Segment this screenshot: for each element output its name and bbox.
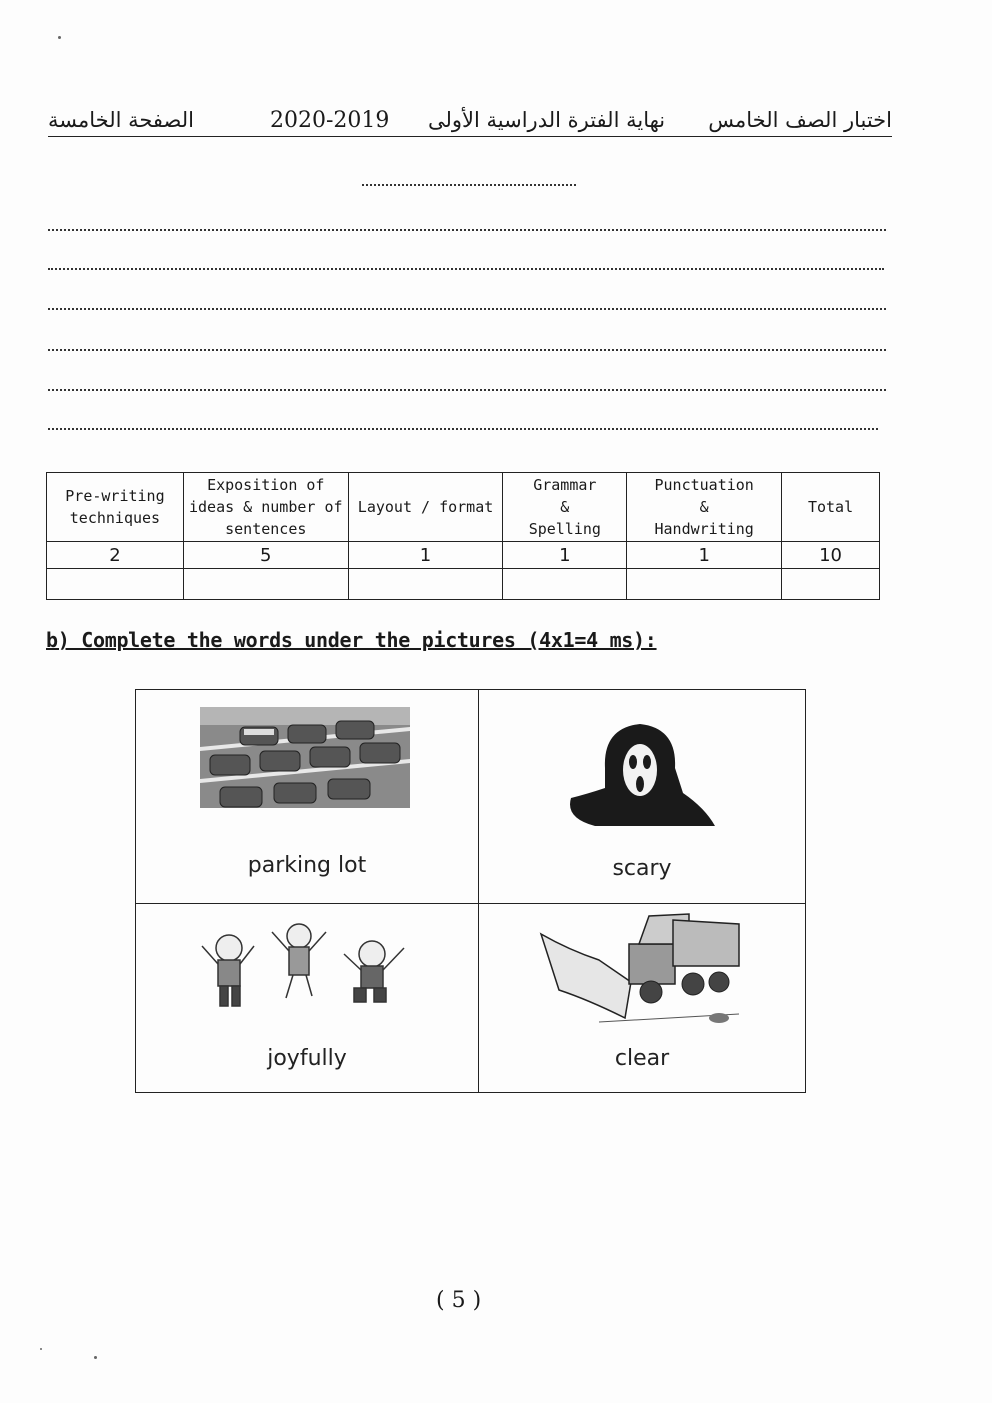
writing-line[interactable]	[48, 268, 884, 270]
rubric-marks-row	[47, 542, 880, 569]
term-title: نهاية الفترة الدراسية الأولى	[428, 108, 666, 132]
picture-word: scary	[612, 856, 672, 881]
score-cell[interactable]	[183, 569, 348, 600]
essay-title-line[interactable]	[362, 170, 576, 186]
jumping-children-picture	[194, 918, 414, 1018]
snow-plow-picture	[539, 910, 749, 1030]
page-label: الصفحة الخامسة	[48, 108, 194, 132]
picture-word: clear	[614, 1046, 670, 1071]
score-cell[interactable]	[782, 569, 880, 600]
page-number: ( 5 )	[436, 1288, 482, 1313]
rubric-score-row	[47, 569, 880, 600]
scan-speck	[40, 1348, 42, 1350]
writing-line[interactable]	[48, 308, 886, 310]
picture-cell-scary	[479, 690, 805, 904]
scan-speck	[94, 1356, 97, 1359]
score-cell[interactable]	[503, 569, 627, 600]
rubric-mark: 5	[183, 542, 348, 569]
score-cell[interactable]	[627, 569, 782, 600]
section-b-instruction: b) Complete the words under the pictures (4x1=4 ms):	[46, 628, 657, 652]
rubric-mark: 2	[47, 542, 184, 569]
ghost-mask-picture	[565, 718, 715, 828]
rubric-header-grammar: Grammar & Spelling	[503, 473, 627, 542]
writing-rubric-table	[46, 472, 880, 600]
rubric-header-punctuation: Punctuation & Handwriting	[627, 473, 782, 542]
rubric-header-total: Total	[782, 473, 880, 542]
picture-grid	[135, 689, 806, 1093]
picture-cell-clear	[479, 904, 805, 1092]
rubric-mark: 10	[782, 542, 880, 569]
page-header	[48, 106, 892, 137]
rubric-header-exposition: Exposition of ideas & number of sentences	[183, 473, 348, 542]
school-year: 2020-2019	[270, 108, 390, 133]
picture-word: joyfully	[267, 1046, 347, 1071]
parking-lot-picture	[200, 707, 410, 808]
picture-word: parking lot	[247, 853, 367, 878]
score-cell[interactable]	[47, 569, 184, 600]
score-cell[interactable]	[348, 569, 503, 600]
scan-speck	[58, 36, 61, 39]
rubric-header-prewriting: Pre-writing techniques	[47, 473, 184, 542]
picture-cell-parking-lot	[136, 690, 479, 904]
writing-line[interactable]	[48, 349, 886, 351]
writing-line[interactable]	[48, 428, 878, 430]
rubric-mark: 1	[503, 542, 627, 569]
writing-line[interactable]	[48, 389, 886, 391]
writing-line[interactable]	[48, 229, 886, 231]
rubric-header-row	[47, 473, 880, 542]
exam-title: اختبار الصف الخامس	[708, 108, 892, 132]
rubric-mark: 1	[627, 542, 782, 569]
rubric-header-layout: Layout / format	[348, 473, 503, 542]
rubric-mark: 1	[348, 542, 503, 569]
picture-cell-joyfully	[136, 904, 479, 1092]
